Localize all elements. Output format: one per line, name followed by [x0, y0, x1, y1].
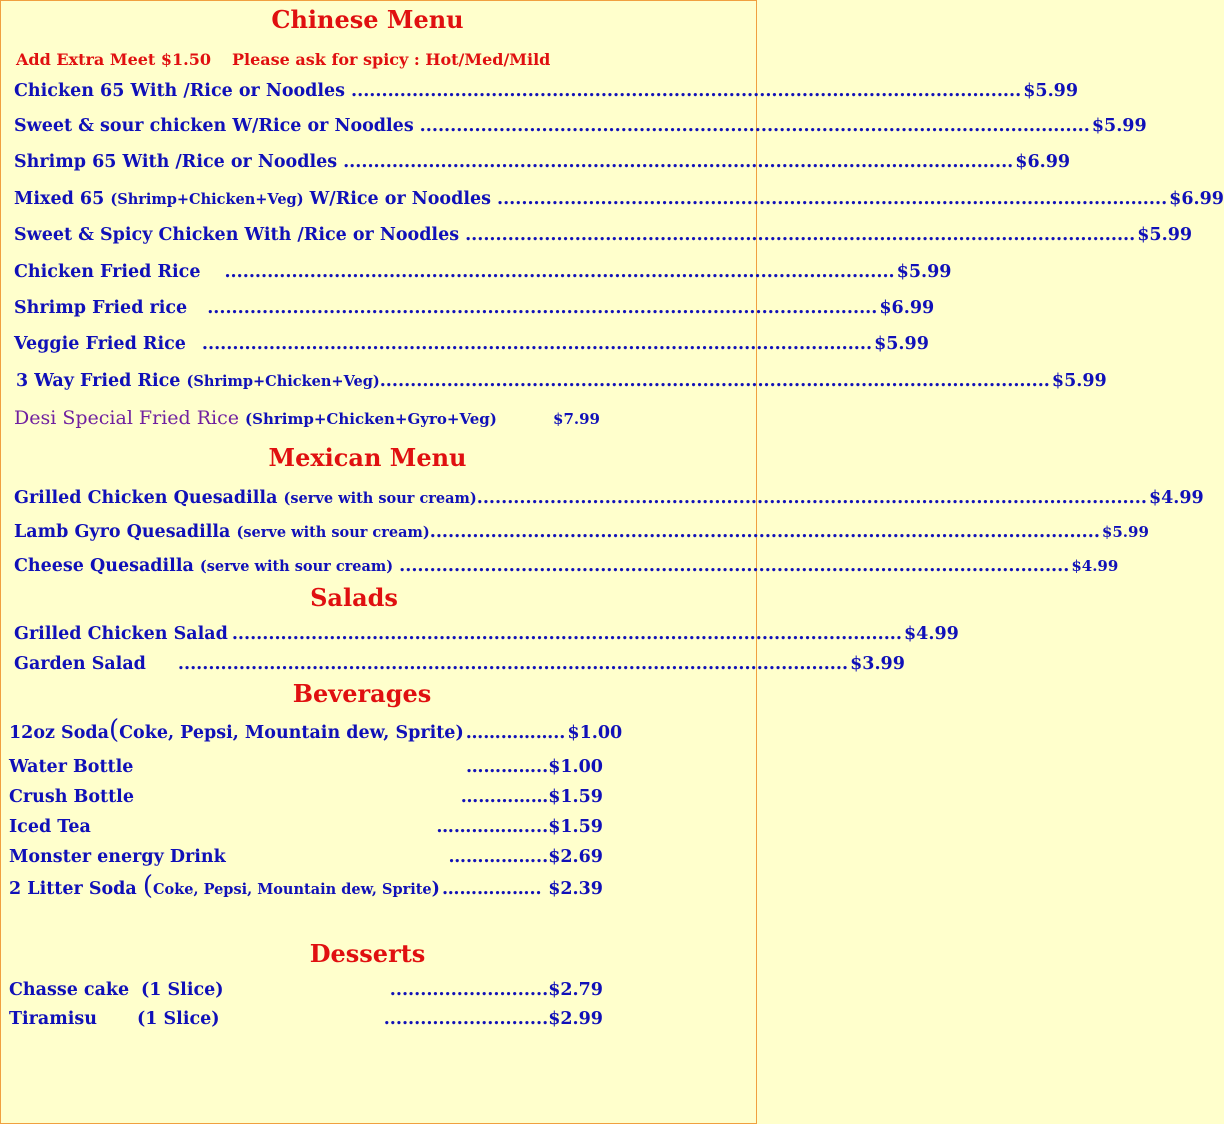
menu-item	[14, 334, 929, 354]
item-price: $2.69	[548, 847, 603, 867]
chinese-menu-heading: Chinese Menu	[271, 5, 464, 34]
item-price: $7.99	[553, 410, 600, 428]
dot-leader: ……………	[460, 787, 549, 807]
dot-leader: ..............................................................................................................	[465, 225, 1136, 245]
menu-item: 12oz Soda ( Coke, Pepsi, Mountain dew, Sprite ) …………….. $1.00	[9, 715, 623, 745]
item-price: $5.99	[1023, 81, 1079, 101]
item-price: $5.99	[896, 262, 952, 282]
item-description: Coke, Pepsi, Mountain dew, Sprite	[119, 723, 456, 743]
item-description: (serve with sour cream)	[283, 490, 477, 507]
mexican-menu-heading: Mexican Menu	[268, 443, 467, 472]
item-price: $3.99	[850, 654, 905, 674]
item-name: Grilled Chicken Salad	[14, 624, 228, 644]
menu-item	[14, 654, 905, 674]
item-price: $5.99	[1051, 371, 1107, 391]
menu-item	[14, 624, 959, 644]
beverages-heading: Beverages	[292, 679, 432, 708]
item-description: (1 Slice)	[141, 980, 224, 1000]
item-name: Tiramisu	[9, 1009, 97, 1029]
item-name: Sweet & Spicy Chicken With /Rice or Noodles	[14, 225, 460, 245]
item-price: $1.59	[548, 817, 603, 837]
item-name: Monster energy Drink	[9, 847, 226, 867]
menu-item	[9, 757, 603, 777]
menu-item	[14, 262, 952, 282]
dot-leader: ..............................................................................................................	[207, 298, 878, 318]
item-name: Garden Salad	[14, 654, 146, 674]
dot-leader: ..............................................................................................................	[496, 189, 1168, 209]
menu-item	[14, 522, 1149, 542]
item-name: Chicken 65 With /Rice or Noodles	[14, 81, 346, 101]
item-price: $6.99	[879, 298, 935, 318]
dot-leader: ..............................................................................................................	[177, 654, 849, 674]
item-description: Coke, Pepsi, Mountain dew, Sprite	[152, 881, 432, 898]
item-name-suffix: W/Rice or Noodles	[309, 189, 491, 209]
item-price: $4.99	[904, 624, 959, 644]
item-price: $2.79	[548, 980, 603, 1000]
menu-item: 2 Litter Soda ( Coke, Pepsi, Mountain dew, Sprite ) …………….. $2.39	[9, 871, 603, 901]
dot-leader: ...........................	[383, 1009, 549, 1029]
item-price: $2.99	[548, 1009, 603, 1029]
item-name: Sweet & sour chicken W/Rice or Noodles	[14, 116, 414, 136]
item-name: Chicken Fried Rice	[14, 262, 201, 282]
dot-leader: ..............................................................................................................	[343, 152, 1014, 172]
item-description: (serve with sour cream)	[199, 558, 394, 575]
item-price: $4.99	[1148, 488, 1204, 508]
menu-item	[14, 116, 1147, 136]
dot-leader: ..............................................................................................................	[476, 488, 1147, 508]
spicy-note: Please ask for spicy : Hot/Med/Mild	[232, 50, 551, 69]
item-name: Crush Bottle	[9, 787, 134, 807]
item-price: $5.99	[1101, 523, 1149, 541]
salads-heading: Salads	[310, 583, 398, 612]
item-description: (Shrimp+Chicken+Gyro+Veg)	[245, 410, 497, 428]
dot-leader: ..............................................................................................................	[429, 522, 1100, 542]
item-name: Mixed 65	[14, 189, 105, 209]
extra-meat-note: Add Extra Meet $1.50	[16, 50, 211, 69]
menu-item	[14, 488, 1204, 508]
item-name: Grilled Chicken Quesadilla	[14, 488, 278, 508]
item-name: 12oz Soda	[9, 723, 109, 743]
menu-item	[14, 225, 1193, 245]
item-price: $5.99	[1091, 116, 1147, 136]
menu-item	[9, 817, 603, 837]
dot-leader: ..............................................................................................................	[231, 624, 902, 644]
item-description: (1 Slice)	[137, 1009, 220, 1029]
item-price: $5.99	[1137, 225, 1193, 245]
dot-leader: ..............................................................................................................	[201, 334, 873, 354]
dot-leader: ……………..	[465, 723, 566, 743]
menu-item	[16, 371, 1107, 391]
item-name: Cheese Quesadilla	[14, 556, 194, 576]
menu-item	[14, 298, 935, 318]
item-name: Shrimp 65 With /Rice or Noodles	[14, 152, 338, 172]
dot-leader: ..............................................................................................................	[224, 262, 895, 282]
item-name: Chasse cake	[9, 980, 130, 1000]
item-description: (Shrimp+Chicken+Veg)	[110, 191, 304, 208]
item-price: $4.99	[1071, 557, 1119, 575]
item-name: Water Bottle	[9, 757, 134, 777]
menu-item	[14, 81, 1079, 101]
item-name: Veggie Fried Rice	[14, 334, 186, 354]
item-price: $5.99	[874, 334, 929, 354]
menu-item	[14, 556, 1119, 576]
item-name: Desi Special Fried Rice	[14, 407, 239, 429]
dot-leader: ..............................................................................................................	[379, 371, 1050, 391]
item-price: $1.00	[548, 757, 603, 777]
menu-item	[9, 980, 603, 1000]
item-price: $1.00	[567, 723, 623, 743]
item-price: $1.59	[548, 787, 603, 807]
menu-item	[14, 189, 1224, 209]
item-name: 3 Way Fried Rice	[16, 371, 181, 391]
dot-leader: ..............................................................................................................	[399, 556, 1070, 576]
item-name: Iced Tea	[9, 817, 91, 837]
dot-leader: ..............................................................................................................	[351, 81, 1022, 101]
menu-item	[9, 787, 603, 807]
item-description: (serve with sour cream)	[236, 524, 430, 541]
menu-item	[9, 1009, 603, 1029]
item-price: $2.39	[548, 879, 603, 899]
menu-item-special	[14, 407, 600, 429]
item-price: $6.99	[1169, 189, 1224, 209]
desserts-heading: Desserts	[309, 939, 426, 968]
item-price: $6.99	[1015, 152, 1071, 172]
dot-leader: …………..	[466, 757, 549, 777]
dot-leader: ..........................	[389, 980, 549, 1000]
menu-item	[14, 152, 1071, 172]
item-description: (Shrimp+Chicken+Veg)	[186, 373, 380, 390]
menu-item	[9, 847, 603, 867]
dot-leader: ..............................................................................................................	[419, 116, 1090, 136]
dot-leader: ……………..	[448, 847, 549, 867]
item-name: 2 Litter Soda	[9, 879, 137, 899]
dot-leader: ……………....	[436, 817, 549, 837]
item-name: Lamb Gyro Quesadilla	[14, 522, 231, 542]
dot-leader: ……………..	[441, 879, 542, 899]
item-name: Shrimp Fried rice	[14, 298, 188, 318]
